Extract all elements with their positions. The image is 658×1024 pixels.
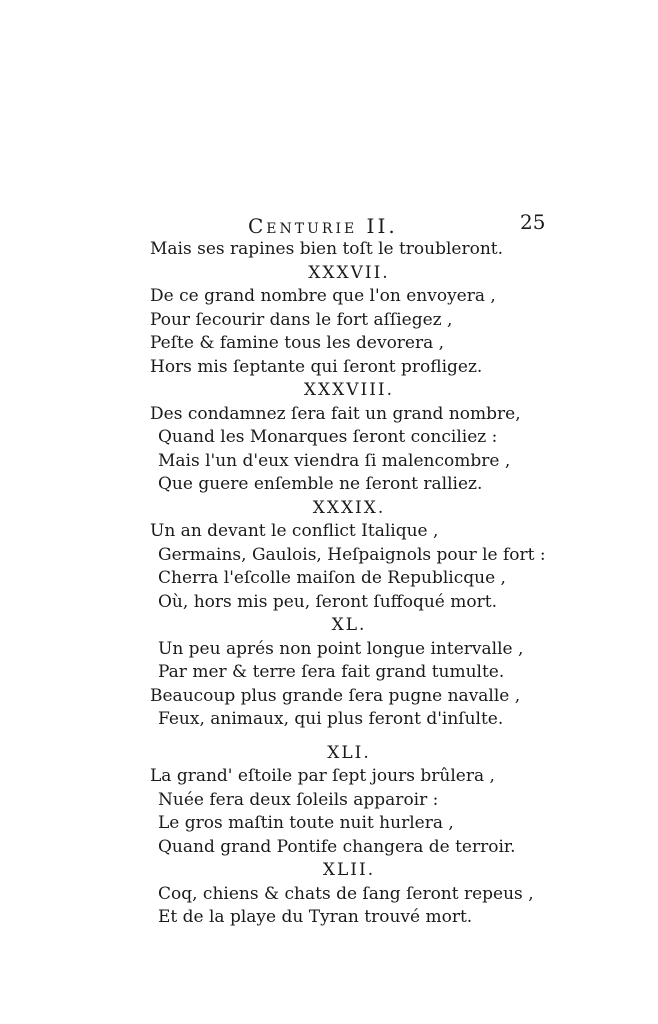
quatrain-number: XL. [331,615,367,635]
page-number: 25 [520,210,546,234]
verse-line: Beaucoup plus grande ſera pugne navalle , [150,685,521,706]
verse-line: Le gros maſtin toute nuit hurlera , [158,813,454,833]
verse-line: Quand grand Pontife changera de terroir. [158,836,516,857]
verse-line: Par mer & terre ſera fait grand tumulte. [158,662,505,682]
verse-line: La grand' eſtoile par ſept jours brûlera , [150,766,495,786]
quatrain-number: XXXIX. [312,497,386,518]
verse-line: Hors mis ſeptante qui ſeront profligez. [150,356,483,377]
quatrain-text [150,238,546,930]
verse-line: Et de la playe du Tyran trouvé mort. [158,907,473,927]
verse-line: Coq, chiens & chats de ſang ſeront repeus , [158,883,534,904]
quatrain-number: XLI. [327,742,371,763]
verse-line: Des condamnez ſera fait un grand nombre, [150,403,521,424]
verse-line: Pour ſecourir dans le fort aſſiegez , [150,309,453,330]
quatrain-number: XXXVIII. [303,380,395,400]
quatrain-number: XXXVII. [308,262,390,283]
quatrain-number: XLII. [322,860,376,880]
verse-line: Cherra l'eſcolle maiſon de Republicque , [158,568,506,588]
verse-line: Peſte & famine tous les devorera , [150,333,445,353]
verse-line: Germains, Gaulois, Heſpaignols pour le fort : [158,544,546,565]
verse-line: Que guere enſemble ne ſeront ralliez. [158,474,483,494]
verse-line: Où, hors mis peu, ſeront ſuffoqué mort. [158,591,497,612]
verse-line: Quand les Monarques ſeront conciliez : [158,427,498,447]
verse-line: Un an devant le conflict Italique , [150,521,439,541]
verse-line: Un peu aprés non point longue intervalle , [158,638,524,659]
verse-line: Nuée fera deux ſoleils apparoir : [158,789,439,810]
verse-line: Mais ses rapines bien toſt le troubleront. [150,239,504,259]
verse-line: Mais l'un d'eux viendra ſi malencombre , [158,450,511,471]
verse-line: Feux, animaux, qui plus feront d'inſulte. [158,709,504,729]
running-header: Centurie II. [248,214,398,238]
verse-line: De ce grand nombre que l'on envoyera , [150,286,496,306]
